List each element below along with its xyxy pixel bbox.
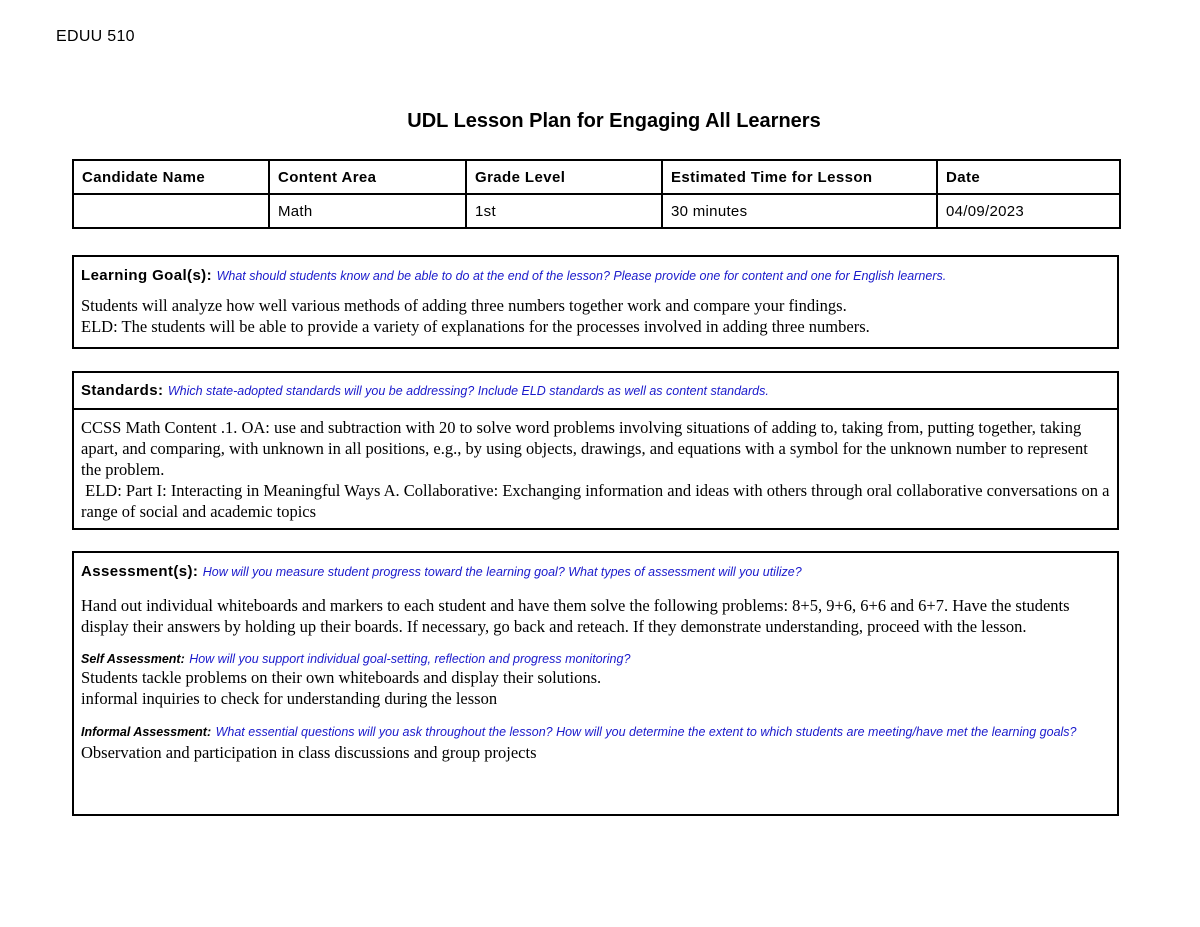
standards-content: CCSS Math Content .1. OA: use and subtraction with 20 to solve word problems involving situations of adding to, taking from, putting together, taking apart, and comparing, with unknown in all positions, e.g., by using objects, drawings, and equations with a symbol for the unknown number to represent the problem. [81, 418, 1088, 479]
learning-goals-label: Learning Goal(s) [81, 267, 207, 284]
value-content-area: Math [269, 194, 466, 228]
course-code: EDUU 510 [56, 28, 135, 45]
table-header-row [73, 160, 1120, 194]
table-value-row [73, 194, 1120, 228]
informal-assessment-label: Informal Assessment: [81, 725, 212, 739]
value-date: 04/09/2023 [937, 194, 1120, 228]
assessment-label: Assessment(s): [81, 563, 199, 580]
self-assessment-label: Self Assessment: [81, 652, 185, 666]
assessment-body: Hand out individual whiteboards and markers to each student and have them solve the following problems: 8+5, 9+6, 6+6 and 6+7. Have the students display their answers by holding up their boards. If necessary, go back and reteach. If they demonstrate understanding, proceed with the lesson. [81, 596, 1070, 636]
assessment-section [72, 551, 1119, 816]
learning-goal-eld: ELD: The students will be able to provide a variety of explanations for the processes involved in adding three numbers. [81, 317, 870, 336]
informal-assessment-body: Observation and participation in class discussions and group projects [81, 743, 537, 762]
informal-assessment-prompt: What essential questions will you ask throughout the lesson? How will you determine the extent to which students are meeting/have met the learning goals? [215, 725, 1077, 739]
header-content-area: Content Area [269, 160, 466, 194]
learning-goal-content: Students will analyze how well various methods of adding three numbers together work and compare your findings. [81, 296, 847, 315]
self-assessment-line-2: informal inquiries to check for understanding during the lesson [81, 689, 498, 708]
learning-goals-section: Learning Goal(s): What should students know and be able to do at the end of the lesson? Please provide one for content and one for English learners. Students will analyze how well various methods of adding three numbers together work and compare your findings. ELD: The students will be able to provide a variety of explanations for the processes involved in adding three numbers. [72, 255, 1119, 349]
learning-goals-prompt: What should students know and be able to do at the end of the lesson? Please provide one for content and one for English learners. [216, 269, 947, 283]
standards-eld: ELD: Part I: Interacting in Meaningful Ways A. Collaborative: Exchanging information and ideas with others through oral collaborative conversations on a range of social and academic topics [81, 481, 1114, 521]
header-date: Date [937, 160, 1120, 194]
standards-label: Standards: [81, 382, 164, 399]
assessment-prompt: How will you measure student progress toward the learning goal? What types of assessment will you utilize? [202, 565, 802, 579]
header-candidate-name: Candidate Name [73, 160, 269, 194]
standards-section [72, 371, 1119, 530]
value-estimated-time: 30 minutes [662, 194, 937, 228]
value-grade-level: 1st [466, 194, 662, 228]
page-title: UDL Lesson Plan for Engaging All Learners [407, 110, 821, 132]
value-candidate-name [73, 194, 269, 228]
header-grade-level: Grade Level [466, 160, 662, 194]
self-assessment-line-1: Students tackle problems on their own whiteboards and display their solutions. [81, 668, 602, 687]
standards-prompt: Which state-adopted standards will you be addressing? Include ELD standards as well as content standards. [167, 384, 769, 398]
header-estimated-time: Estimated Time for Lesson [662, 160, 937, 194]
self-assessment-prompt: How will you support individual goal-setting, reflection and progress monitoring? [189, 652, 631, 666]
lesson-info-table [72, 159, 1121, 229]
